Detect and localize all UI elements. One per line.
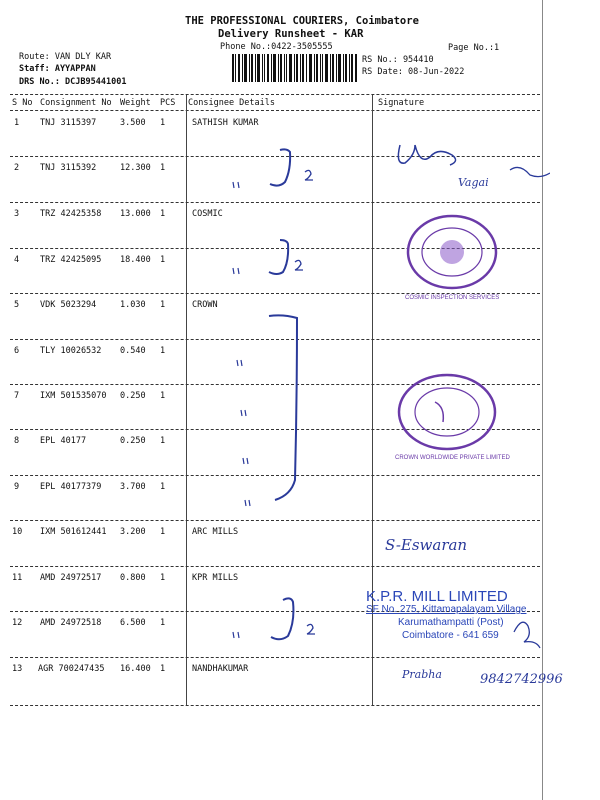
row-sno: 10 (12, 527, 23, 537)
row-consignment: IXM 501535070 (40, 391, 107, 401)
barcode (232, 54, 357, 82)
row-pcs: 1 (160, 209, 166, 219)
row-sno: 13 (12, 664, 23, 674)
rule (10, 110, 540, 111)
row-pcs: 1 (160, 618, 166, 628)
row-sno: 12 (12, 618, 23, 628)
row-sno: 4 (14, 255, 20, 265)
row-consignment: AGR 700247435 (38, 664, 105, 674)
row-consignment: AMD 24972518 (40, 618, 102, 628)
row-consignee: CROWN (192, 300, 218, 310)
row-sno: 6 (14, 346, 20, 356)
row-weight: 16.400 (120, 664, 151, 674)
row-weight: 12.300 (120, 163, 151, 173)
row-pcs: 1 (160, 118, 166, 128)
row-sno: 8 (14, 436, 20, 446)
row-sno: 9 (14, 482, 20, 492)
row-weight: 3.700 (120, 482, 146, 492)
row-weight: 0.250 (120, 436, 146, 446)
handwritten-phone: 9842742996 (480, 672, 563, 687)
row-weight: 0.250 (120, 391, 146, 401)
row-consignment: IXM 501612441 (40, 527, 107, 537)
row-consignment: EPL 40177379 (40, 482, 102, 492)
row-consignment: TRZ 42425095 (40, 255, 102, 265)
col-signature: Signature (378, 98, 425, 108)
row-pcs: 1 (160, 527, 166, 537)
phone-number: Phone No.:0422-3505555 (220, 42, 333, 52)
row-pcs: 1 (160, 573, 166, 583)
cosmic-stamp (405, 212, 500, 292)
row-sno: 5 (14, 300, 20, 310)
rs-date: RS Date: 08-Jun-2022 (362, 67, 465, 77)
row-weight: 0.540 (120, 346, 146, 356)
column-divider (186, 95, 187, 705)
row-weight: 18.400 (120, 255, 151, 265)
row-consignment: EPL 40177 (40, 436, 87, 446)
rs-number: RS No.: 954410 (362, 55, 434, 65)
col-consignee: Consignee Details (188, 98, 275, 108)
row-rule (10, 293, 540, 294)
col-pcs: PCS (160, 98, 176, 108)
row-sno: 2 (14, 163, 20, 173)
runsheet-title: Delivery Runsheet - KAR (218, 28, 364, 40)
row-sno: 11 (12, 573, 23, 583)
row-pcs: 1 (160, 255, 166, 265)
route: Route: VAN DLY KAR (19, 52, 112, 62)
row-rule (10, 705, 540, 706)
row-weight: 0.800 (120, 573, 146, 583)
row-pcs: 1 (160, 346, 166, 356)
staff: Staff: AYYAPPAN (19, 64, 96, 74)
row-pcs: 1 (160, 664, 166, 674)
row-rule (10, 657, 540, 658)
row-weight: 3.200 (120, 527, 146, 537)
page-number: Page No.:1 (448, 43, 500, 53)
row-pcs: 1 (160, 163, 166, 173)
row-pcs: 1 (160, 391, 166, 401)
row-sno: 7 (14, 391, 20, 401)
kpr-stamp-address: Karumathampatti (Post) (398, 617, 504, 628)
crown-stamp-label: CROWN WORLDWIDE PRIVATE LIMITED (395, 455, 510, 461)
row-rule (10, 566, 540, 567)
handwritten-mark (225, 590, 335, 650)
row-sno: 1 (14, 118, 20, 128)
signature-text: S-Eswaran (385, 536, 468, 554)
signature-text: Prabha (402, 668, 442, 681)
row-rule (10, 202, 540, 203)
kpr-stamp-address: Coimbatore - 641 659 (402, 630, 499, 641)
col-sno: S No (12, 98, 33, 108)
row-consignee: COSMIC (192, 209, 223, 219)
crown-stamp (395, 372, 500, 452)
row-consignment: TNJ 3115397 (40, 118, 97, 128)
row-weight: 1.030 (120, 300, 146, 310)
handwritten-bracket (225, 310, 315, 510)
row-sno: 3 (14, 209, 20, 219)
col-weight: Weight (120, 98, 151, 108)
cosmic-stamp-label: COSMIC INSPECTION SERVICES (405, 295, 500, 301)
row-consignee: NANDHAKUMAR (192, 664, 249, 674)
handwritten-mark (225, 232, 325, 287)
row-consignment: TLY 10026532 (40, 346, 102, 356)
signature-scribble (510, 612, 545, 652)
row-consignment: VDK 5023294 (40, 300, 97, 310)
row-pcs: 1 (160, 436, 166, 446)
row-consignee: SATHISH KUMAR (192, 118, 259, 128)
row-weight: 3.500 (120, 118, 146, 128)
row-rule (10, 520, 540, 521)
row-consignment: TNJ 3115392 (40, 163, 97, 173)
row-pcs: 1 (160, 482, 166, 492)
signature-text: Vagai (458, 176, 489, 189)
kpr-stamp-name: K.P.R. MILL LIMITED (366, 588, 508, 605)
row-weight: 13.000 (120, 209, 151, 219)
company-name: THE PROFESSIONAL COURIERS, Coimbatore (185, 15, 419, 27)
kpr-stamp-address: SF No. 275, Kittamapalayam Village (366, 604, 527, 615)
row-consignment: TRZ 42425358 (40, 209, 102, 219)
row-consignee: KPR MILLS (192, 573, 239, 583)
handwritten-mark (225, 140, 325, 200)
row-consignee: ARC MILLS (192, 527, 239, 537)
row-weight: 6.500 (120, 618, 146, 628)
row-consignment: AMD 24972517 (40, 573, 102, 583)
drs-number: DRS No.: DCJB95441001 (19, 77, 127, 87)
rule (10, 94, 540, 95)
row-pcs: 1 (160, 300, 166, 310)
col-consignment: Consignment No (40, 98, 112, 108)
